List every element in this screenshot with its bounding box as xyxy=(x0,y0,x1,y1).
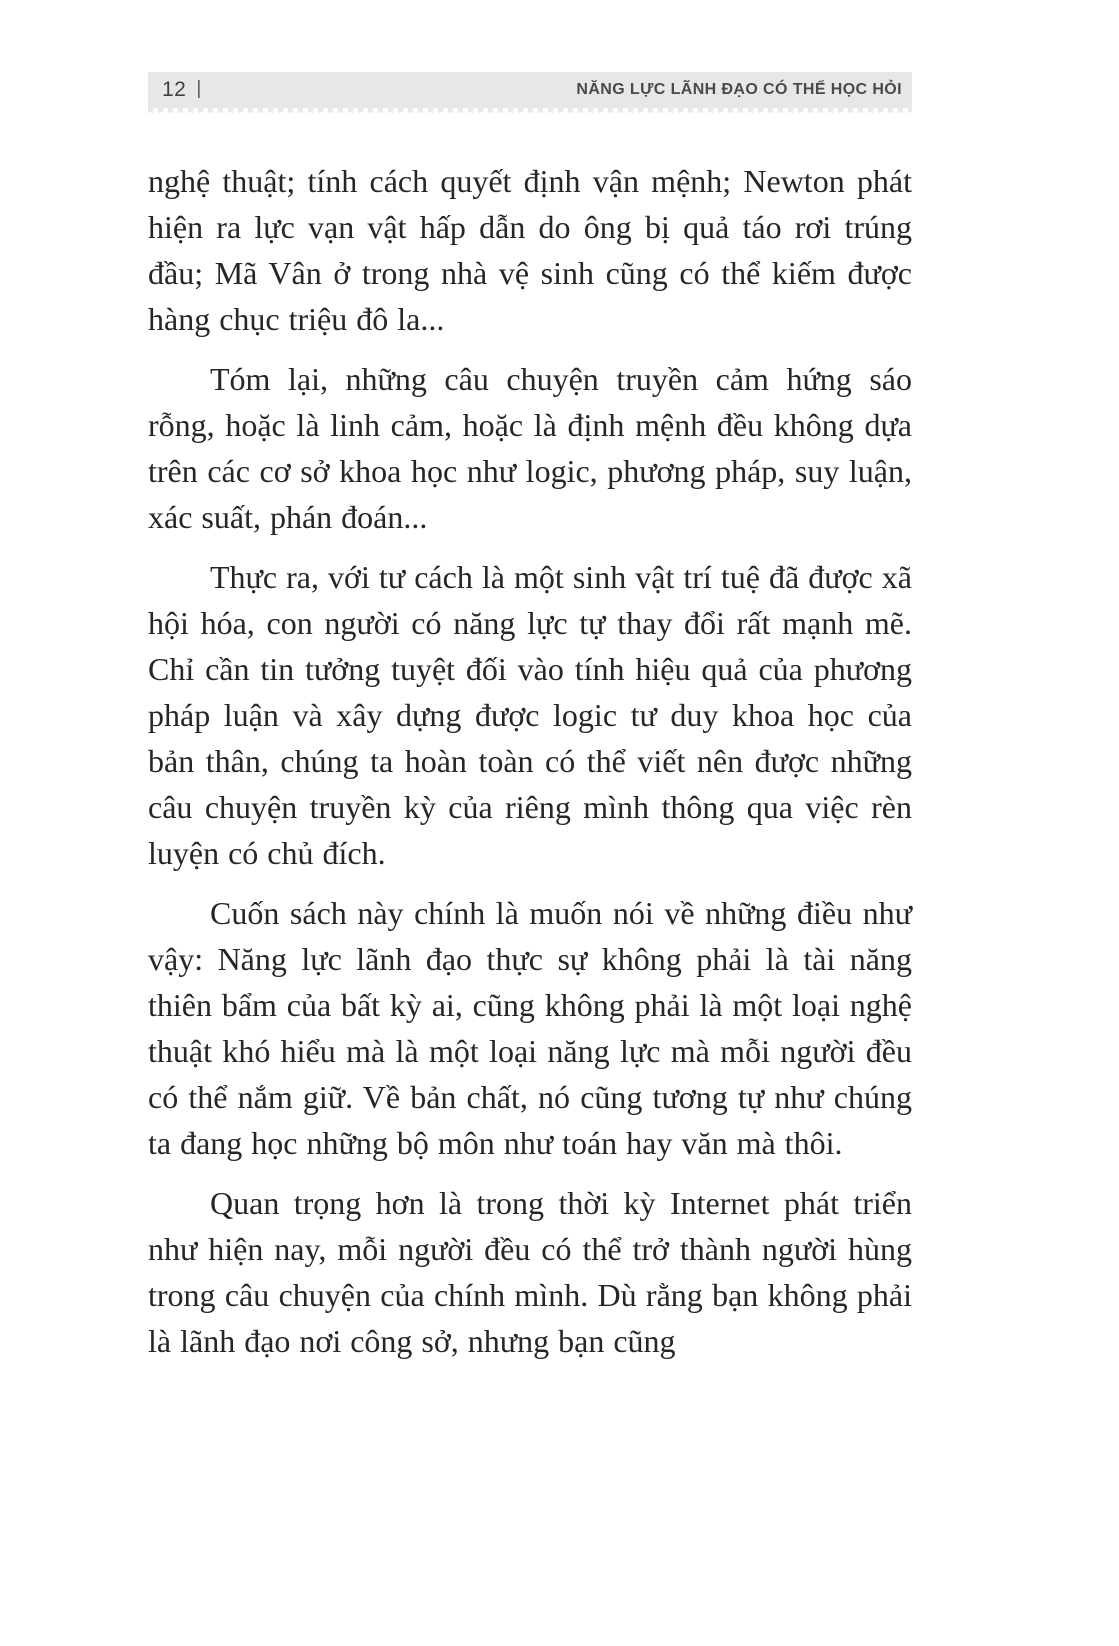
page-number-separator: | xyxy=(196,78,202,99)
paragraph: Quan trọng hơn là trong thời kỳ Internet phát triển như hiện nay, mỗi người đều có thể trở thành người hùng trong câu chuyện của chính mình. Dù rằng bạn không phải là lãnh đạo nơi công sở, nhưng bạn cũng xyxy=(148,1185,912,1359)
paragraph: nghệ thuật; tính cách quyết định vận mệnh; Newton phát hiện ra lực vạn vật hấp dẫn do ông bị quả táo rơi trúng đầu; Mã Vân ở trong nhà vệ sinh cũng có thể kiếm được hàng chục triệu đô la... xyxy=(148,163,912,337)
page-content xyxy=(148,158,912,1378)
page-number-group xyxy=(162,78,201,102)
page-number: 12 xyxy=(162,78,187,101)
paragraph: Cuốn sách này chính là muốn nói về những điều như vậy: Năng lực lãnh đạo thực sự không phải là tài năng thiên bẩm của bất kỳ ai, cũng không phải là một loại nghệ thuật khó hiểu mà là một loại năng lực mà mỗi người đều có thể nắm giữ. Về bản chất, nó cũng tương tự như chúng ta đang học những bộ môn như toán hay văn mà thôi. xyxy=(148,895,912,1161)
running-title: NĂNG LỰC LÃNH ĐẠO CÓ THỂ HỌC HỎI xyxy=(576,81,902,98)
page-header xyxy=(148,72,912,108)
paragraph: Thực ra, với tư cách là một sinh vật trí tuệ đã được xã hội hóa, con người có năng lực tự thay đổi rất mạnh mẽ. Chỉ cần tin tưởng tuyệt đối vào tính hiệu quả của phương pháp luận và xây dựng được logic tư duy khoa học của bản thân, chúng ta hoàn toàn có thể viết nên được những câu chuyện truyền kỳ của riêng mình thông qua việc rèn luyện có chủ đích. xyxy=(148,559,912,871)
paragraph: Tóm lại, những câu chuyện truyền cảm hứng sáo rỗng, hoặc là linh cảm, hoặc là định mệnh đều không dựa trên các cơ sở khoa học như logic, phương pháp, suy luận, xác suất, phán đoán... xyxy=(148,361,912,535)
